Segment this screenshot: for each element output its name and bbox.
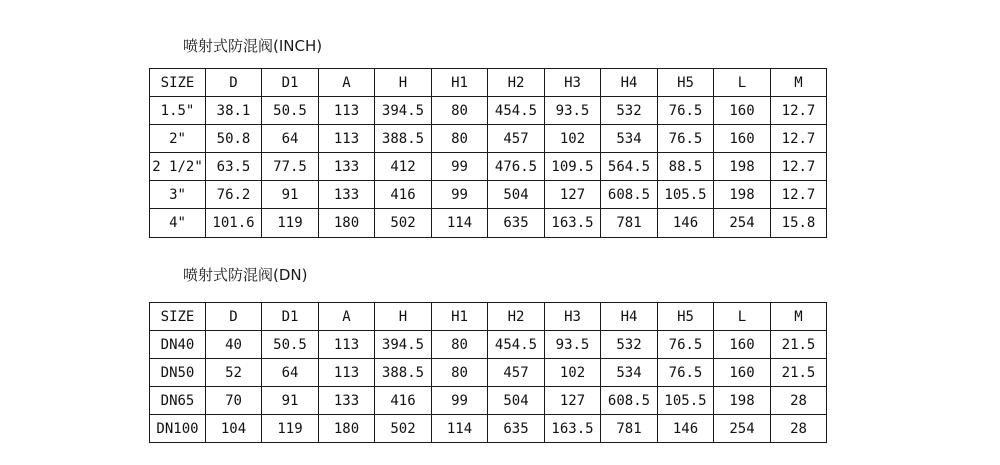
table-cell: 564.5 [601, 153, 658, 181]
table-cell: 160 [714, 125, 771, 153]
table-cell: 133 [319, 387, 375, 415]
column-header: D1 [262, 303, 319, 331]
table-row [150, 415, 827, 443]
table-cell: 254 [714, 415, 771, 443]
table-cell: 38.1 [206, 97, 262, 125]
table-cell: 160 [714, 97, 771, 125]
table-row [150, 209, 827, 238]
table-cell: 104 [206, 415, 262, 443]
table-cell: 102 [545, 359, 601, 387]
column-header: M [771, 303, 827, 331]
inch-spec-table [149, 68, 827, 238]
table-cell: 109.5 [545, 153, 601, 181]
table-cell: 2 1/2" [150, 153, 206, 181]
column-header: H1 [432, 69, 488, 97]
column-header: H5 [658, 303, 714, 331]
table-cell: 146 [658, 209, 714, 238]
table-cell: 101.6 [206, 209, 262, 238]
table-cell: 781 [601, 209, 658, 238]
table-cell: 113 [319, 125, 375, 153]
table-cell: 113 [319, 359, 375, 387]
table-cell: 119 [262, 415, 319, 443]
inch-table-caption: 喷射式防混阀(INCH) [183, 37, 323, 55]
table-cell: 52 [206, 359, 262, 387]
table-cell: 80 [432, 125, 488, 153]
table-cell: 12.7 [771, 153, 827, 181]
table-cell: 114 [432, 209, 488, 238]
table-row [150, 153, 827, 181]
column-header: A [319, 303, 375, 331]
table-cell: 93.5 [545, 97, 601, 125]
table-cell: 457 [488, 125, 545, 153]
column-header: L [714, 69, 771, 97]
table-cell: 608.5 [601, 387, 658, 415]
table-cell: 146 [658, 415, 714, 443]
table-header-row [150, 303, 827, 331]
column-header: D [206, 303, 262, 331]
column-header: H2 [488, 303, 545, 331]
table-cell: 63.5 [206, 153, 262, 181]
table-cell: 70 [206, 387, 262, 415]
table-cell: 502 [375, 209, 432, 238]
table-cell: 50.8 [206, 125, 262, 153]
table-cell: 119 [262, 209, 319, 238]
table-cell: 412 [375, 153, 432, 181]
table-cell: 198 [714, 153, 771, 181]
table-row [150, 387, 827, 415]
table-cell: 2" [150, 125, 206, 153]
table-row [150, 97, 827, 125]
table-cell: 99 [432, 387, 488, 415]
table-cell: 91 [262, 181, 319, 209]
table-cell: 160 [714, 331, 771, 359]
table-cell: 77.5 [262, 153, 319, 181]
table-cell: 64 [262, 125, 319, 153]
table-row [150, 181, 827, 209]
table-cell: 608.5 [601, 181, 658, 209]
table-cell: 163.5 [545, 415, 601, 443]
table-cell: 102 [545, 125, 601, 153]
column-header: SIZE [150, 303, 206, 331]
table-cell: 532 [601, 331, 658, 359]
table-cell: 76.5 [658, 125, 714, 153]
table-cell: 28 [771, 415, 827, 443]
table-row [150, 331, 827, 359]
table-cell: 454.5 [488, 97, 545, 125]
table-cell: 133 [319, 181, 375, 209]
table-header-row [150, 69, 827, 97]
column-header: M [771, 69, 827, 97]
table-cell: 504 [488, 387, 545, 415]
table-cell: 394.5 [375, 97, 432, 125]
table-cell: 163.5 [545, 209, 601, 238]
dn-spec-table [149, 302, 827, 443]
table-cell: 64 [262, 359, 319, 387]
table-cell: 476.5 [488, 153, 545, 181]
table-cell: 80 [432, 331, 488, 359]
table-cell: 198 [714, 387, 771, 415]
table-cell: 254 [714, 209, 771, 238]
table-cell: 50.5 [262, 97, 319, 125]
table-cell: 76.5 [658, 331, 714, 359]
table-cell: 504 [488, 181, 545, 209]
table-cell: 454.5 [488, 331, 545, 359]
table-cell: 388.5 [375, 125, 432, 153]
column-header: A [319, 69, 375, 97]
column-header: SIZE [150, 69, 206, 97]
table-cell: 113 [319, 331, 375, 359]
table-cell: 781 [601, 415, 658, 443]
table-cell: 198 [714, 181, 771, 209]
table-cell: 76.5 [658, 97, 714, 125]
table-cell: 93.5 [545, 331, 601, 359]
dn-table-caption: 喷射式防混阀(DN) [183, 266, 308, 284]
table-cell: DN50 [150, 359, 206, 387]
table-cell: 12.7 [771, 125, 827, 153]
table-cell: 12.7 [771, 97, 827, 125]
table-cell: 4" [150, 209, 206, 238]
column-header: H4 [601, 303, 658, 331]
table-cell: DN65 [150, 387, 206, 415]
column-header: L [714, 303, 771, 331]
column-header: H4 [601, 69, 658, 97]
table-cell: 105.5 [658, 387, 714, 415]
column-header: H1 [432, 303, 488, 331]
table-cell: 180 [319, 209, 375, 238]
table-cell: 127 [545, 181, 601, 209]
table-cell: 28 [771, 387, 827, 415]
table-cell: 534 [601, 125, 658, 153]
table-cell: 91 [262, 387, 319, 415]
table-cell: 635 [488, 415, 545, 443]
table-cell: 50.5 [262, 331, 319, 359]
table-row [150, 359, 827, 387]
table-cell: 160 [714, 359, 771, 387]
table-cell: 99 [432, 153, 488, 181]
table-cell: 502 [375, 415, 432, 443]
table-cell: 76.2 [206, 181, 262, 209]
column-header: H5 [658, 69, 714, 97]
table-cell: 40 [206, 331, 262, 359]
table-cell: DN40 [150, 331, 206, 359]
table-cell: 80 [432, 97, 488, 125]
table-cell: 532 [601, 97, 658, 125]
column-header: H [375, 303, 432, 331]
table-cell: 12.7 [771, 181, 827, 209]
table-cell: 388.5 [375, 359, 432, 387]
table-cell: 113 [319, 97, 375, 125]
column-header: H2 [488, 69, 545, 97]
table-cell: 99 [432, 181, 488, 209]
column-header: H3 [545, 69, 601, 97]
table-cell: 534 [601, 359, 658, 387]
table-cell: DN100 [150, 415, 206, 443]
table-cell: 127 [545, 387, 601, 415]
table-cell: 3" [150, 181, 206, 209]
column-header: H3 [545, 303, 601, 331]
table-cell: 76.5 [658, 359, 714, 387]
table-cell: 416 [375, 181, 432, 209]
table-cell: 21.5 [771, 359, 827, 387]
table-cell: 21.5 [771, 331, 827, 359]
table-cell: 1.5" [150, 97, 206, 125]
column-header: H [375, 69, 432, 97]
column-header: D1 [262, 69, 319, 97]
table-cell: 15.8 [771, 209, 827, 238]
table-cell: 88.5 [658, 153, 714, 181]
table-cell: 114 [432, 415, 488, 443]
table-cell: 457 [488, 359, 545, 387]
table-cell: 635 [488, 209, 545, 238]
table-cell: 416 [375, 387, 432, 415]
table-cell: 133 [319, 153, 375, 181]
table-cell: 394.5 [375, 331, 432, 359]
table-cell: 105.5 [658, 181, 714, 209]
table-row [150, 125, 827, 153]
column-header: D [206, 69, 262, 97]
table-cell: 180 [319, 415, 375, 443]
table-cell: 80 [432, 359, 488, 387]
